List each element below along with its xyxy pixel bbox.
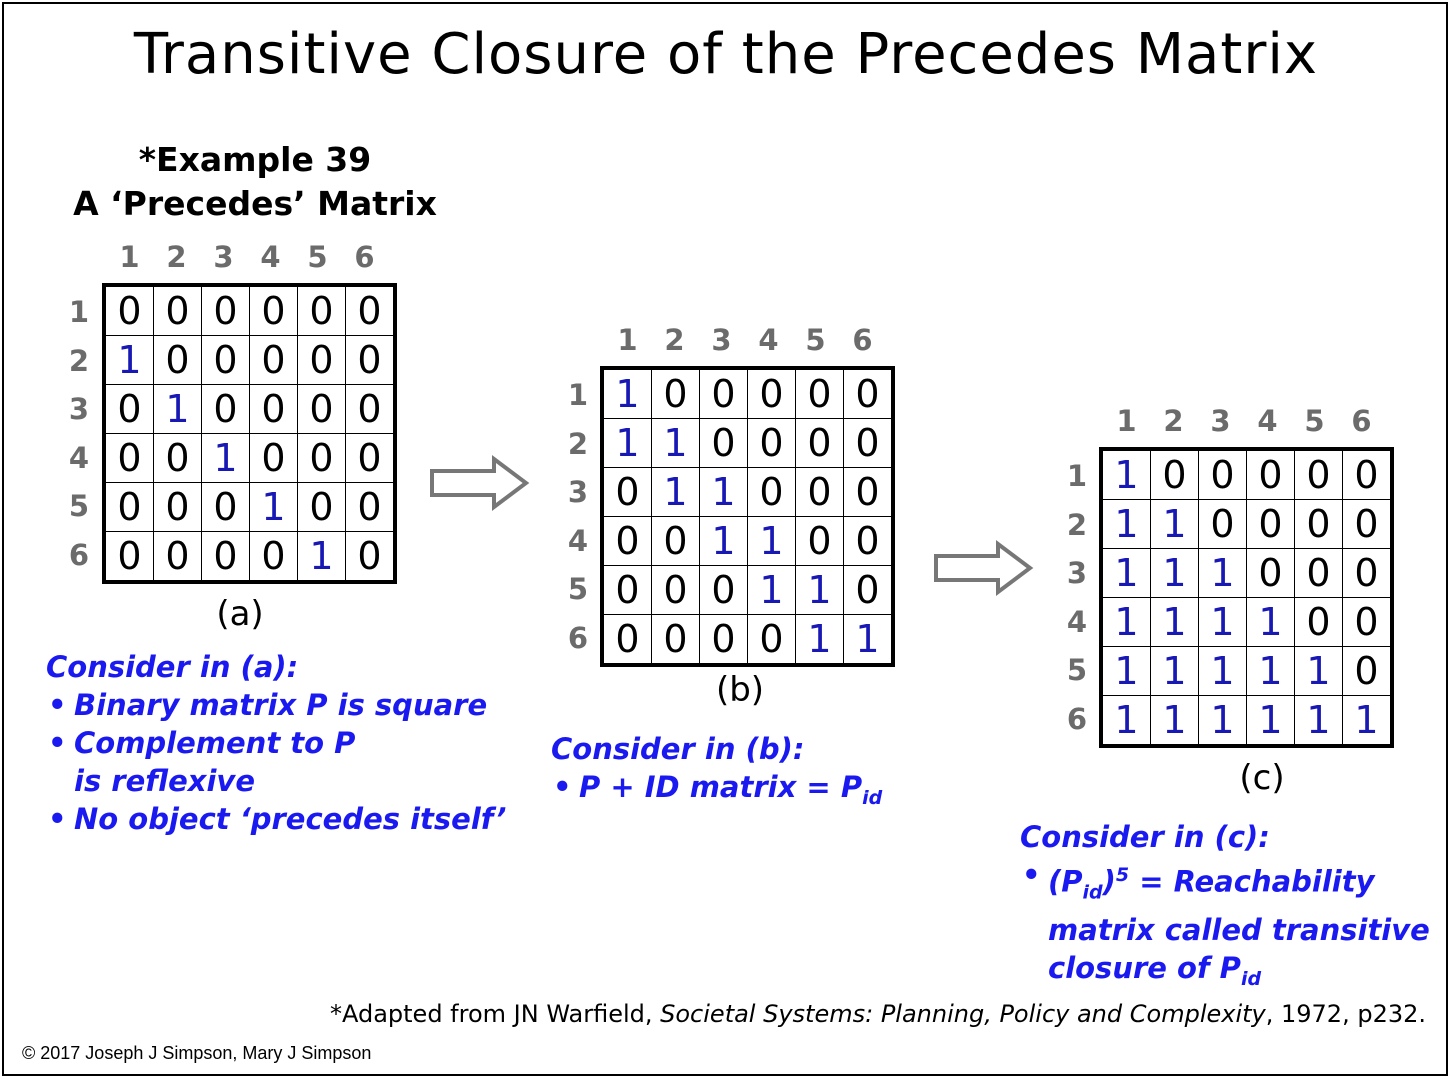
row-label-6: 6	[68, 537, 90, 572]
matrix-row	[602, 566, 893, 615]
matrix-cell: 1	[1151, 647, 1199, 696]
matrix-cell: 1	[1101, 647, 1151, 696]
example-number: *Example 39	[138, 140, 372, 179]
matrix-row	[104, 336, 395, 385]
matrix-cell: 0	[844, 419, 894, 468]
matrix-cell: 0	[298, 285, 346, 336]
matrix-cell: 0	[154, 434, 202, 483]
col-label-4: 4	[260, 240, 281, 274]
matrix-cell: 0	[104, 532, 154, 583]
matrix-cell: 1	[652, 468, 700, 517]
matrix-c-row-labels	[1062, 452, 1092, 743]
matrix-row	[104, 385, 395, 434]
matrix-cell: 1	[1247, 598, 1295, 647]
matrix-cell: 1	[1199, 598, 1247, 647]
matrix-cell: 1	[796, 615, 844, 666]
col-label-4: 4	[758, 323, 779, 357]
note-c-list	[1020, 856, 1430, 998]
matrix-cell: 0	[298, 336, 346, 385]
note-a-list	[46, 686, 516, 838]
matrix-cell: 0	[346, 434, 396, 483]
matrix-cell: 1	[796, 566, 844, 615]
matrix-cell: 0	[652, 368, 700, 419]
copyright: © 2017 Joseph J Simpson, Mary J Simpson	[22, 1043, 372, 1063]
matrix-cell: 0	[104, 434, 154, 483]
matrix-cell: 0	[202, 285, 250, 336]
matrix-cell: 1	[1199, 647, 1247, 696]
matrix-cell: 1	[1247, 647, 1295, 696]
matrix-cell: 1	[1151, 549, 1199, 598]
matrix-row	[1101, 696, 1392, 747]
matrix-cell: 1	[602, 368, 652, 419]
col-label-1: 1	[617, 323, 638, 357]
matrix-cell: 0	[1247, 449, 1295, 500]
matrix-row	[602, 419, 893, 468]
matrix-cell: 0	[1151, 449, 1199, 500]
row-label-4: 4	[567, 523, 589, 558]
matrix-cell: 0	[154, 532, 202, 583]
matrix-cell: 1	[1151, 696, 1199, 747]
col-label-5: 5	[805, 323, 826, 357]
col-label-1: 1	[1116, 404, 1137, 438]
matrix-a-col-labels	[106, 240, 388, 274]
matrix-row	[104, 532, 395, 583]
matrix-cell: 0	[652, 566, 700, 615]
matrix-row	[602, 468, 893, 517]
matrix-cell: 1	[1101, 696, 1151, 747]
matrix-row	[1101, 647, 1392, 696]
matrix-b-row-labels	[563, 371, 593, 662]
col-label-2: 2	[664, 323, 685, 357]
matrix-cell: 0	[1295, 598, 1343, 647]
matrix-cell: 0	[202, 532, 250, 583]
row-label-2: 2	[567, 426, 589, 461]
matrix-cell: 0	[298, 385, 346, 434]
note-a-bullet-1: • Binary matrix P is square	[46, 686, 516, 724]
matrix-cell: 0	[844, 368, 894, 419]
matrix-row	[602, 615, 893, 666]
right-arrow-icon	[428, 455, 532, 511]
matrix-cell: 0	[298, 483, 346, 532]
note-b-heading: Consider in (b):	[551, 732, 805, 766]
note-b-bullet-1: • P + ID matrix = $P_{id}$	[551, 768, 911, 817]
matrix-c-col-labels	[1103, 404, 1385, 438]
col-label-3: 3	[213, 240, 234, 274]
matrix-row	[602, 517, 893, 566]
matrix-row	[104, 434, 395, 483]
row-label-2: 2	[1066, 507, 1088, 542]
matrix-cell: 1	[652, 419, 700, 468]
col-label-5: 5	[1304, 404, 1325, 438]
matrix-cell: 1	[202, 434, 250, 483]
matrix-cell: 1	[1247, 696, 1295, 747]
row-label-4: 4	[68, 440, 90, 475]
row-label-1: 1	[1066, 459, 1088, 493]
matrix-cell: 0	[1199, 500, 1247, 549]
matrix-cell: 0	[700, 566, 748, 615]
matrix-cell: 0	[346, 336, 396, 385]
matrix-cell: 0	[202, 483, 250, 532]
matrix-cell: 1	[1295, 647, 1343, 696]
matrix-cell: 0	[250, 336, 298, 385]
matrix-cell: 0	[346, 285, 396, 336]
example-heading	[40, 138, 470, 226]
col-label-2: 2	[166, 240, 187, 274]
matrix-cell: 0	[700, 419, 748, 468]
matrix-cell: 1	[1199, 549, 1247, 598]
matrix-cell: 0	[796, 517, 844, 566]
matrix-cell: 0	[602, 566, 652, 615]
col-label-6: 6	[1351, 404, 1372, 438]
matrix-cell: 0	[250, 285, 298, 336]
matrix-cell: 0	[1343, 647, 1393, 696]
matrix-cell: 1	[748, 566, 796, 615]
note-a-heading: Consider in (a):	[46, 650, 299, 684]
matrix-b-caption: (b)	[715, 670, 765, 710]
col-label-4: 4	[1257, 404, 1278, 438]
matrix-cell: 0	[1247, 549, 1295, 598]
matrix-b-col-labels	[604, 323, 886, 357]
row-label-3: 3	[1066, 556, 1088, 590]
slide-title: Transitive Closure of the Precedes Matrix	[133, 22, 1319, 87]
col-label-5: 5	[307, 240, 328, 274]
matrix-cell: 1	[104, 336, 154, 385]
matrix-cell: 0	[602, 517, 652, 566]
matrix-cell: 0	[1295, 549, 1343, 598]
matrix-cell: 0	[154, 336, 202, 385]
col-label-2: 2	[1163, 404, 1184, 438]
matrix-cell: 0	[1295, 500, 1343, 549]
citation: *Adapted from JN Warfield, Societal Systems: Planning, Policy and Complexity, 1972, p232.	[329, 1000, 1426, 1028]
matrix-cell: 0	[700, 368, 748, 419]
matrix-cell: 1	[1151, 500, 1199, 549]
matrix-cell: 1	[1199, 696, 1247, 747]
matrix-cell: 0	[844, 468, 894, 517]
matrix-cell: 0	[652, 517, 700, 566]
matrix-cell: 0	[1343, 549, 1393, 598]
matrix-c-caption: (c)	[1239, 758, 1285, 798]
matrix-cell: 1	[154, 385, 202, 434]
matrix-cell: 1	[1101, 500, 1151, 549]
example-name: A ‘Precedes’ Matrix	[73, 184, 437, 223]
matrix-cell: 0	[250, 532, 298, 583]
matrix-cell: 0	[1295, 449, 1343, 500]
matrix-cell: 0	[346, 532, 396, 583]
row-label-1: 1	[68, 295, 90, 329]
matrix-cell: 0	[602, 615, 652, 666]
row-label-5: 5	[68, 489, 90, 523]
matrix-cell: 1	[298, 532, 346, 583]
matrix-row	[1101, 549, 1392, 598]
matrix-cell: 0	[104, 385, 154, 434]
matrix-a-caption: (a)	[216, 594, 264, 634]
matrix-cell: 0	[202, 336, 250, 385]
matrix-cell: 0	[748, 468, 796, 517]
matrix-cell: 1	[1151, 598, 1199, 647]
matrix-cell: 0	[104, 285, 154, 336]
matrix-cell: 0	[844, 566, 894, 615]
note-a-bullet-2: • Complement to P is reflexive	[46, 724, 374, 800]
matrix-cell: 0	[1199, 449, 1247, 500]
matrix-cell: 0	[796, 419, 844, 468]
row-label-3: 3	[68, 392, 90, 426]
note-b-list	[551, 768, 911, 817]
row-label-1: 1	[567, 378, 589, 412]
row-label-5: 5	[1066, 653, 1088, 687]
matrix-cell: 0	[346, 483, 396, 532]
matrix-cell: 1	[602, 419, 652, 468]
matrix-cell: 1	[1295, 696, 1343, 747]
matrix-cell: 1	[1343, 696, 1393, 747]
matrix-cell: 0	[796, 468, 844, 517]
matrix-cell: 1	[1101, 449, 1151, 500]
matrix-cell: 0	[298, 434, 346, 483]
matrix-cell: 1	[250, 483, 298, 532]
matrix-cell: 0	[202, 385, 250, 434]
row-label-3: 3	[567, 475, 589, 509]
matrix-row	[1101, 500, 1392, 549]
row-label-6: 6	[567, 620, 589, 655]
matrix-a-row-labels	[64, 288, 94, 579]
matrix-cell: 1	[1101, 549, 1151, 598]
note-c-heading: Consider in (c):	[1020, 820, 1270, 854]
note-a	[46, 648, 516, 838]
matrix-cell: 0	[796, 368, 844, 419]
col-label-3: 3	[1210, 404, 1231, 438]
matrix-cell: 0	[1343, 449, 1393, 500]
matrix-cell: 0	[652, 615, 700, 666]
right-arrow-icon	[932, 540, 1036, 596]
matrix-cell: 0	[1343, 598, 1393, 647]
matrix-cell: 0	[346, 385, 396, 434]
note-c	[1020, 818, 1430, 998]
matrix-cell: 1	[844, 615, 894, 666]
matrix-cell: 0	[748, 615, 796, 666]
matrix-cell: 1	[1101, 598, 1151, 647]
matrix-cell: 0	[154, 483, 202, 532]
matrix-cell: 0	[844, 517, 894, 566]
note-a-bullet-3: • No object ‘precedes itself’	[46, 800, 516, 838]
citation-book-title: Societal Systems: Planning, Policy and Complexity	[660, 1000, 1266, 1028]
matrix-cell: 0	[748, 368, 796, 419]
matrix-cell: 0	[748, 419, 796, 468]
row-label-2: 2	[68, 343, 90, 378]
matrix-cell: 1	[748, 517, 796, 566]
matrix-cell: 0	[104, 483, 154, 532]
row-label-6: 6	[1066, 701, 1088, 736]
matrix-cell: 0	[250, 385, 298, 434]
matrix-row	[104, 483, 395, 532]
matrix-cell: 1	[700, 517, 748, 566]
matrix-row	[602, 368, 893, 419]
col-label-6: 6	[354, 240, 375, 274]
col-label-3: 3	[711, 323, 732, 357]
matrix-b	[600, 366, 895, 667]
col-label-1: 1	[119, 240, 140, 274]
matrix-row	[104, 285, 395, 336]
matrix-cell: 0	[1247, 500, 1295, 549]
matrix-cell: 0	[250, 434, 298, 483]
matrix-row	[1101, 449, 1392, 500]
matrix-cell: 0	[700, 615, 748, 666]
row-label-5: 5	[567, 572, 589, 606]
note-c-bullet-1: • $(P_{id})^5$ = Reachability matrix called transitive closure of $P_{id}$	[1020, 856, 1430, 998]
col-label-6: 6	[852, 323, 873, 357]
matrix-row	[1101, 598, 1392, 647]
row-label-4: 4	[1066, 604, 1088, 639]
matrix-cell: 0	[154, 285, 202, 336]
matrix-cell: 0	[602, 468, 652, 517]
note-b	[551, 730, 911, 817]
matrix-a	[102, 283, 397, 584]
matrix-cell: 0	[1343, 500, 1393, 549]
matrix-cell: 1	[700, 468, 748, 517]
matrix-c	[1099, 447, 1394, 748]
